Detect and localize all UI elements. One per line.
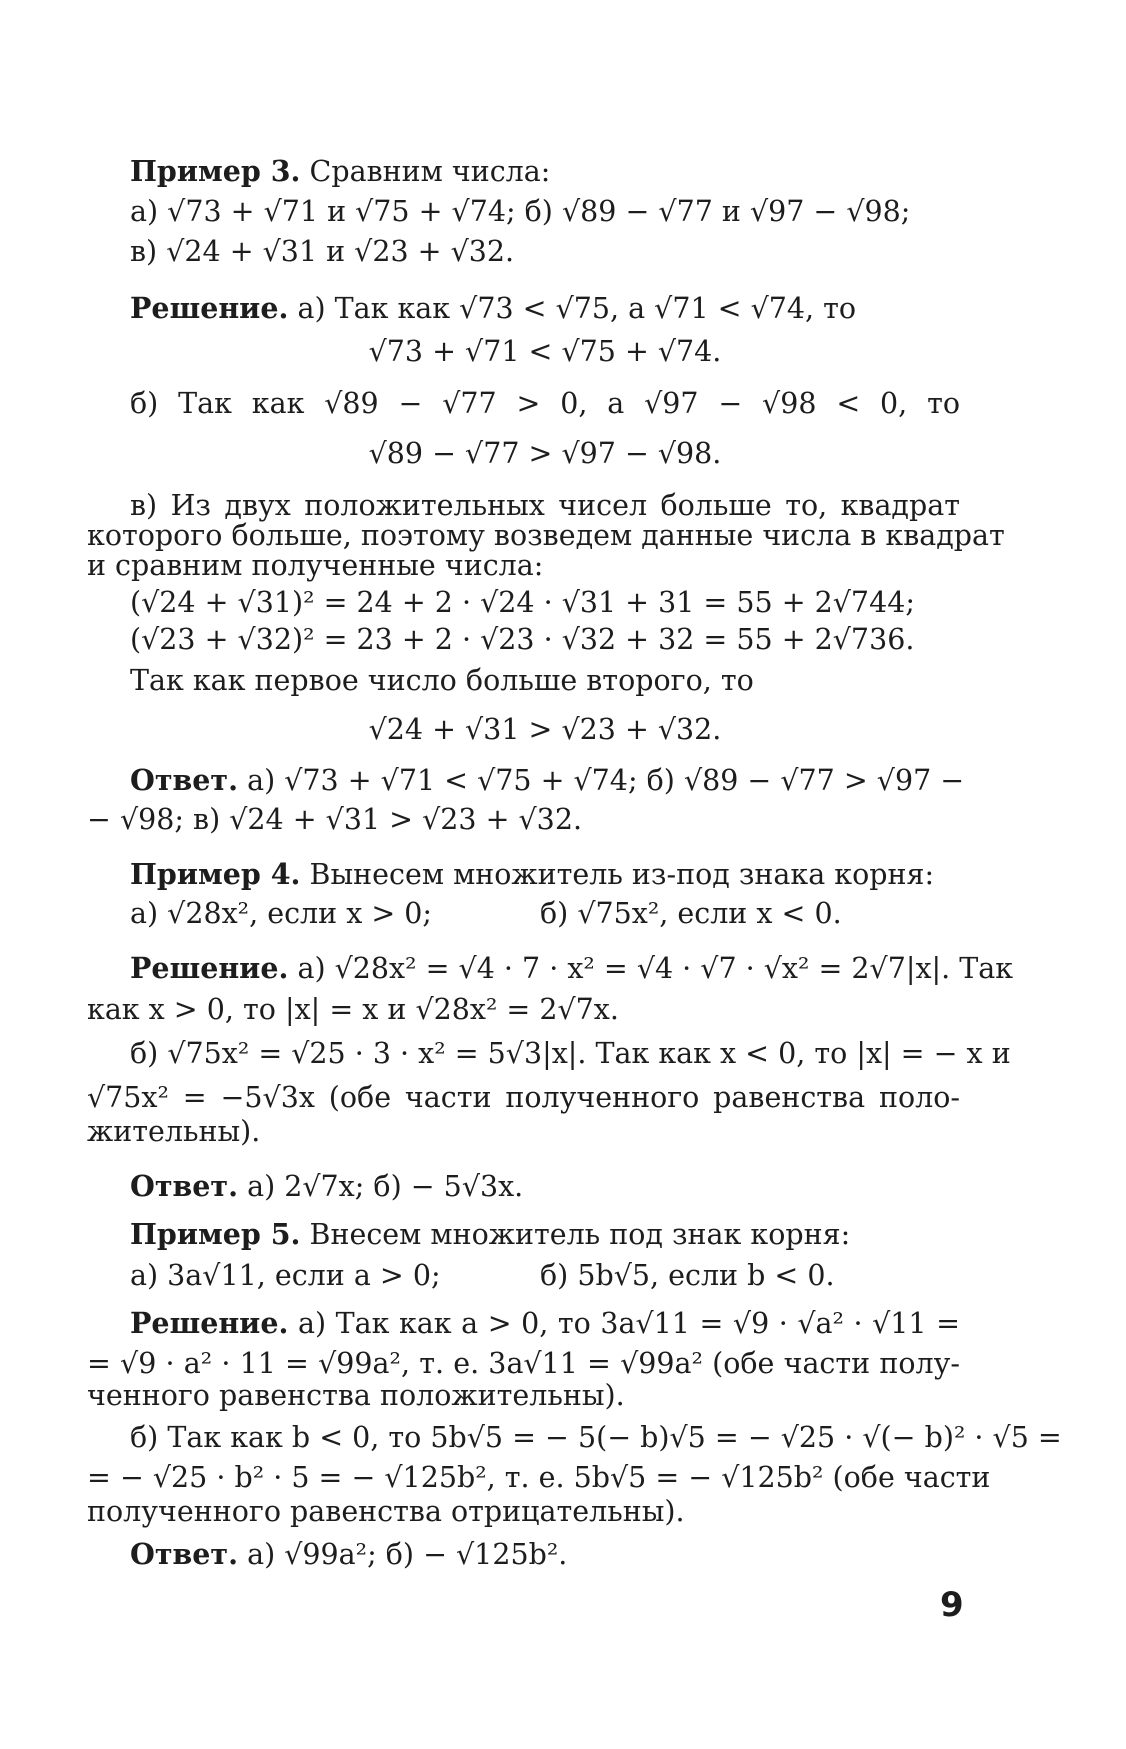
- bold-label: Ответ.: [130, 1169, 239, 1203]
- bold-label: Пример 5.: [130, 1217, 301, 1251]
- bold-label: Решение.: [130, 951, 289, 985]
- solution-4-line: Решение. а) √28x² = √4 · 7 · x² = √4 · √7 · √x² = 2√7|x|. Так: [130, 951, 1014, 985]
- text-line: как x > 0, то |x| = x и √28x² = 2√7x.: [87, 993, 619, 1026]
- text-line: = √9 · a² · 11 = √99a², т. е. 3a√11 = √99a² (обе части полу-: [87, 1347, 960, 1380]
- bold-label: Ответ.: [130, 763, 239, 797]
- text-line: б) √75x² = √25 · 3 · x² = 5√3|x|. Так как x < 0, то |x| = − x и: [130, 1037, 1011, 1070]
- example-3-prompt: Сравним числа:: [309, 155, 551, 188]
- text-line: а) √73 + √71 и √75 + √74; б) √89 − √77 и √97 − √98;: [130, 195, 911, 228]
- formula-line: (√24 + √31)² = 24 + 2 · √24 · √31 + 31 = 55 + 2√744;: [130, 586, 915, 619]
- formula-line: (√23 + √32)² = 23 + 2 · √23 · √32 + 32 = 55 + 2√736.: [130, 623, 915, 656]
- bold-label: Пример 4.: [130, 857, 301, 891]
- text-line: б) Так как b < 0, то 5b√5 = − 5(− b)√5 = − √25 · √(− b)² · √5 =: [130, 1421, 1062, 1454]
- text-line: в) Из двух положительных чисел больше то, квадрат: [130, 489, 960, 522]
- formula-line: √73 + √71 < √75 + √74.: [368, 335, 722, 368]
- text-line: б) Так как √89 − √77 > 0, а √97 − √98 < 0, то: [130, 387, 960, 420]
- text-line: жительны).: [87, 1115, 261, 1148]
- text-line: полученного равенства отрицательны).: [87, 1495, 685, 1528]
- text-line: √75x² = −5√3x (обе части полученного равенства поло-: [87, 1081, 960, 1114]
- answer-5-line: Ответ. а) √99a²; б) − √125b².: [130, 1537, 568, 1571]
- bold-label: Решение.: [130, 1306, 289, 1340]
- text-line: а) √28x², если x > 0;: [130, 897, 433, 930]
- text-line: ченного равенства положительны).: [87, 1379, 625, 1412]
- bold-label: Ответ.: [130, 1537, 239, 1571]
- text-line: в) √24 + √31 и √23 + √32.: [130, 235, 515, 268]
- example-5-heading: Пример 5. Внесем множитель под знак корня:: [130, 1217, 851, 1251]
- example-3-heading: [130, 153, 550, 190]
- formula-line: √24 + √31 > √23 + √32.: [368, 713, 722, 746]
- example-3-label: Пример 3.: [130, 154, 301, 188]
- text-line: = − √25 · b² · 5 = − √125b², т. е. 5b√5 = − √125b² (обе части: [87, 1461, 991, 1494]
- solution-5-line: Решение. а) Так как a > 0, то 3a√11 = √9 · √a² · √11 =: [130, 1306, 960, 1340]
- solution-3a-line: Решение. а) Так как √73 < √75, а √71 < √74, то: [130, 291, 857, 325]
- text-line: а) 3a√11, если a > 0;: [130, 1259, 441, 1292]
- example-4-heading: Пример 4. Вынесем множитель из-под знака корня:: [130, 857, 935, 891]
- text-line: б) √75x², если x < 0.: [540, 897, 842, 930]
- answer-3-line: Ответ. а) √73 + √71 < √75 + √74; б) √89 − √77 > √97 −: [130, 763, 965, 797]
- text-line: которого больше, поэтому возведем данные числа в квадрат: [87, 519, 1005, 552]
- page-number: 9: [940, 1585, 964, 1625]
- text-line: Так как первое число больше второго, то: [130, 664, 754, 697]
- formula-line: √89 − √77 > √97 − √98.: [368, 437, 722, 470]
- text-line: и сравним полученные числа:: [87, 549, 544, 582]
- bold-label: Решение.: [130, 291, 289, 325]
- answer-4-line: Ответ. а) 2√7x; б) − 5√3x.: [130, 1169, 524, 1203]
- text-line: б) 5b√5, если b < 0.: [540, 1259, 835, 1292]
- text-line: − √98; в) √24 + √31 > √23 + √32.: [87, 803, 583, 836]
